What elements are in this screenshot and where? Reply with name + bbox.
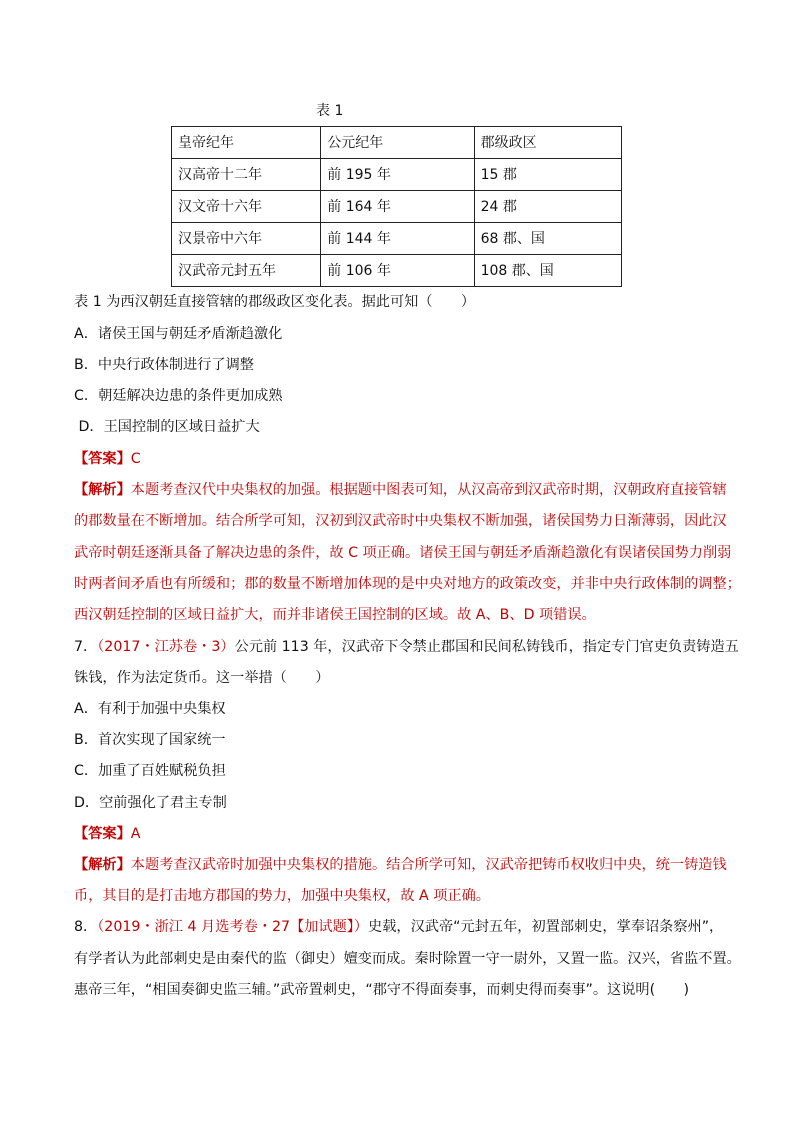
analysis-line: 的郡数量在不断增加。结合所学可知，汉初到汉武帝时中央集权不断加强，诸侯国势力日渐薄弱，因此汉 — [74, 513, 727, 529]
table-header-row — [172, 127, 622, 159]
analysis-line: 武帝时朝廷逐渐具备了解决边患的条件，故 C 项正确。诸侯王国与朝廷矛盾渐趋激化有误诸侯国势力削弱 — [74, 545, 732, 561]
table-cell: 68 郡、国 — [474, 223, 621, 255]
table-caption: 表 1 — [316, 103, 344, 119]
table-row — [172, 191, 622, 223]
table-cell: 108 郡、国 — [474, 255, 621, 287]
q7-option-d: D．空前强化了君主专制 — [74, 795, 227, 811]
table-row — [172, 159, 622, 191]
q7-stem-cont: 铢钱，作为法定货币。这一举措（ ） — [74, 670, 330, 686]
table-cell: 汉高帝十二年 — [172, 159, 321, 191]
q6-answer — [74, 449, 141, 469]
question-stem: 史载，汉武帝“元封五年，初置部刺史，掌奉诏条察州”， — [368, 919, 724, 935]
q6-option-b: B．中央行政体制进行了调整 — [74, 357, 254, 373]
table-cell: 前 195 年 — [321, 159, 474, 191]
question-source: （2017・江苏卷・3） — [97, 639, 235, 655]
table-header-cell: 皇帝纪年 — [172, 127, 321, 159]
analysis-line: 时两者间矛盾也有所缓和；郡的数量不断增加体现的是中央对地方的政策改变，并非中央行政体制的调整； — [74, 576, 741, 592]
q7-option-c: C．加重了百姓赋税负担 — [74, 763, 226, 779]
q8-stem-cont: 惠帝三年，“相国奏御史监三辅。”武帝置刺史，“郡守不得面奏事，而刺史得而奏事”。这说明( ) — [74, 982, 690, 998]
answer-label: 【答案】 — [74, 451, 131, 467]
q6-option-a: A．诸侯王国与朝廷矛盾渐趋激化 — [74, 326, 283, 342]
q7-option-b: B．首次实现了国家统一 — [74, 732, 226, 748]
question-number: 8． — [74, 919, 98, 935]
analysis-line: 币，其目的是打击地方郡国的势力，加强中央集权，故 A 项正确。 — [74, 888, 490, 904]
answer-label: 【答案】 — [74, 826, 131, 842]
table-cell: 汉武帝元封五年 — [172, 255, 321, 287]
q6-stem: 表 1 为西汉朝廷直接管辖的郡级政区变化表。据此可知（ ） — [74, 294, 476, 310]
table-cell: 24 郡 — [474, 191, 621, 223]
answer-value: C — [130, 451, 141, 467]
analysis-label: 【解析】 — [74, 482, 131, 498]
analysis-line: 本题考查汉代中央集权的加强。根据题中图表可知，从汉高帝到汉武帝时期，汉朝政府直接管辖 — [130, 482, 727, 498]
question-stem: 公元前 113 年，汉武帝下令禁止郡国和民间私铸钱币，指定专门官吏负责铸造五 — [234, 639, 739, 655]
table-cell: 前 106 年 — [321, 255, 474, 287]
q6-option-d: D．王国控制的区域日益扩大 — [74, 419, 260, 435]
q7-answer — [74, 824, 140, 844]
county-change-table — [171, 126, 622, 287]
q7-stem — [74, 637, 739, 657]
table-header-cell: 郡级政区 — [474, 127, 621, 159]
table-cell: 前 164 年 — [321, 191, 474, 223]
analysis-label: 【解析】 — [74, 857, 131, 873]
table-row — [172, 255, 622, 287]
table-cell: 汉景帝中六年 — [172, 223, 321, 255]
q8-stem-cont: 有学者认为此部刺史是由秦代的监（御史）嬗变而成。秦时除置一守一尉外，又置一监。汉兴，省监不置。 — [74, 951, 741, 967]
question-source: （2019・浙江 4 月选考卷・27【加试题】） — [97, 919, 369, 935]
table-cell: 15 郡 — [474, 159, 621, 191]
analysis-line: 西汉朝廷控制的区域日益扩大，而并非诸侯王国控制的区域。故 A、B、D 项错误。 — [74, 607, 596, 623]
q7-option-a: A．有利于加强中央集权 — [74, 701, 226, 717]
table-row — [172, 223, 622, 255]
q8-stem — [74, 917, 723, 937]
table-cell: 汉文帝十六年 — [172, 191, 321, 223]
analysis-line: 本题考查汉武帝时加强中央集权的措施。结合所学可知，汉武帝把铸币权收归中央，统一铸造钱 — [130, 857, 727, 873]
answer-value: A — [130, 826, 141, 842]
q6-option-c: C．朝廷解决边患的条件更加成熟 — [74, 388, 283, 404]
question-number: 7． — [74, 639, 98, 655]
table-header-cell: 公元纪年 — [321, 127, 474, 159]
table-cell: 前 144 年 — [321, 223, 474, 255]
